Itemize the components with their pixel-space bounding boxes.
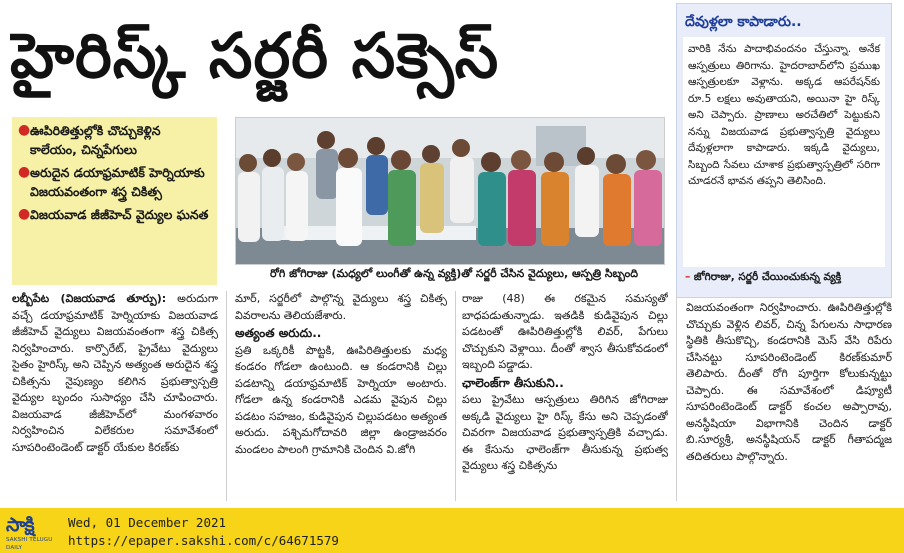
highlight-item — [18, 121, 211, 159]
photo-illustration — [236, 118, 665, 265]
article-column-1 — [12, 291, 218, 503]
column-divider — [455, 291, 456, 501]
highlight-item — [18, 163, 211, 201]
bullet-icon: ● — [18, 122, 31, 138]
sidebar-body: వారికి నేను పాదాభివందనం చేస్తున్నా. అనేక ఆస్పత్రులు తిరిగాను. హైదరాబాద్‌లోని ప్రముఖ ఆస్పత్రులకూ వెళ్లాను. అక్కడ ఆపరేషన్‌కు రూ.5 లక్షలు అవుతాయని, అయినా హై రిస్క్ అని చెప్పారు. ప్రాణాలు అరచేతిలో పెట్టుకుని నన్ను విజయవాడ ప్రభుత్వాస్పత్రి వైద్యులు దేవుళ్లలాగా కాపాడారు. ఇక్కడి వైద్యులు, సిబ్బంది సేవలు చూశాక ప్రభుత్వాస్పత్రిలో సరిగా చూడరనే భావన తప్పని తెలిసింది. — [683, 37, 885, 267]
highlight-item — [18, 205, 211, 224]
bullet-icon: ● — [18, 206, 31, 222]
paragraph-text: పలు ప్రైవేటు ఆస్పత్రులు తిరిగిన జోగిరాజు అక్కడి వైద్యులు హై రిస్క్ కేసు అని చెప్పడంతో చివరగా విజయవాడ ప్రభుత్వాస్పత్రికి వచ్చాడు. ఈ కేసును ఛాలెంజ్‌గా తీసుకున్న ప్రభుత్వ వైద్యులు శస్త్ర చికిత్సను — [462, 393, 668, 472]
paragraph-text: ప్రతి ఒక్కరికీ పొట్టకి, ఊపిరితిత్తులకు మధ్య కండరం గోడలా ఉంటుంది. ఆ కండరానికి చిల్లు పడటాన్ని డయాఫ్రమాటిక్ హెర్నియా అంటారు. గోడలా ఉన్న కండరానికి ఎడమ వైపున చిల్లు పడటం సహజం, కుడివైపున చిల్లుపడటం అత్యంత అరుదు. పశ్చిమగోదావరి జిల్లా ఉండ్రాజవరం మండలం పాలంగి గ్రామానికి చెందిన వి.జోగి — [235, 343, 447, 456]
column-divider — [676, 291, 677, 501]
paragraph-text: అరుదుగా వచ్చే డయాఫ్రమాటిక్ హెర్నియాకు విజయవాడ జీజీహెచ్ వైద్యులు విజయవంతంగా శస్త్ర చికిత్స నిర్వహించారు. కార్పొరేట్, ప్రైవేటు వైద్యులు సైతం హైరిస్క్ అని చెప్పిన అత్యంత అరుదైన శస్త్ర చికిత్సను నైపుణ్యం కలిగిన ప్రభుత్వాస్పత్రి వైద్యుల బృందం సుసాధ్యం చేసి చూపించారు. విజయవాడ జీజీహెచ్‌లో మంగళవారం నిర్వహించిన విలేకరుల సమావేశంలో సూపరింటెండెంట్ డాక్టర్ యేకుల కిరణ్‌కు — [12, 292, 218, 454]
credit-text: జోగిరాజు, సర్జరీ చేయించుకున్న వ్యక్తి — [693, 271, 842, 283]
epaper-footer — [0, 508, 904, 553]
highlights-box — [12, 117, 217, 285]
paragraph-text: రాజు (48) ఈ రకమైన సమస్యతో బాధపడుతున్నాడు. ఇతడికి కుడివైపున చిల్లు పడటంతో ఊపిరితిత్తుల్లోకి లివర్, పేగులు చొచ్చుకుని వెళ్లాయి. దీంతో శ్వాస తీసుకోవడంలో ఇబ్బంది పడ్డాడు. — [462, 292, 668, 371]
highlight-text: ఊపిరితిత్తుల్లోకి చొచ్చుకెళ్లిన కాలేయం, చిన్నపేగులు — [30, 123, 161, 157]
sidebar-heading: దేవుళ్లలా కాపాడారు.. — [685, 14, 802, 30]
headline: హైరిస్క్ సర్జరీ సక్సెస్ — [10, 19, 500, 92]
column-divider — [226, 291, 227, 501]
subheading: ఛాలెంజ్‌గా తీసుకుని.. — [462, 375, 564, 390]
sakshi-logo — [6, 514, 62, 551]
news-photo — [235, 117, 665, 265]
logo-subtitle: SAKSHI TELUGU DAILY — [6, 537, 53, 551]
photo-caption: రోగి జోగిరాజు (మధ్యలో లుంగీతో ఉన్న వ్యక్తి)తో సర్జరీ చేసిన వైద్యులు, ఆస్పత్రి సిబ్బంది — [270, 267, 638, 280]
bullet-icon: ● — [18, 164, 31, 180]
subheading: అత్యంత అరుదు.. — [235, 326, 322, 340]
edition-date: Wed, 01 December 2021 — [68, 515, 227, 530]
quote-sidebar — [676, 3, 892, 298]
epaper-link[interactable]: https://epaper.sakshi.com/c/64671579 — [68, 533, 339, 548]
article-column-4 — [686, 300, 892, 503]
sidebar-credit — [677, 267, 891, 288]
paragraph-text: మార్, సర్జరీలో పాల్గొన్న వైద్యులు శస్త్ర చికిత్స వివరాలను తెలియజేశారు. — [235, 292, 447, 322]
dateline: లబ్బీపేట (విజయవాడ తూర్పు): — [12, 292, 167, 305]
article-column-3 — [462, 291, 668, 503]
article-column-2 — [235, 291, 447, 503]
highlight-text: అరుదైన డయాఫ్రమాటిక్ హెర్నియాకు విజయవంతంగా శస్త్ర చికిత్స — [30, 165, 205, 199]
credit-dash: – — [685, 271, 691, 283]
column-paragraph — [12, 291, 218, 456]
paragraph-text: విజయవంతంగా నిర్వహించారు. ఊపిరితిత్తుల్లోకి చొచ్చుకు వెళ్లిన లివర్, చిన్న పేగులను సాధారణ స్థితికి తీసుకొచ్చి, కండరానికి మెస్ వేసి రిపేరు చేసినట్టు సూపరింటెండెంట్ కిరణ్‌కుమార్ తెలిపారు. దీంతో రోగి పూర్తిగా కోలుకున్నట్టు చెప్పారు. ఈ సమావేశంలో డిప్యూటీ సూపరింటెండెంట్ డాక్టర్ కంచల అప్పారావు, అనస్థీషియా విభాగానికి చెందిన డాక్టర్ బి.సూర్యశ్రీ, అనస్థీషియన్ డాక్టర్ గీతాపద్మజ తదితరులు పాల్గొన్నారు. — [686, 301, 892, 463]
logo-wordmark: సాక్షి — [6, 514, 34, 536]
highlight-text: విజయవాడ జీజీహెచ్ వైద్యుల ఘనత — [30, 207, 209, 222]
